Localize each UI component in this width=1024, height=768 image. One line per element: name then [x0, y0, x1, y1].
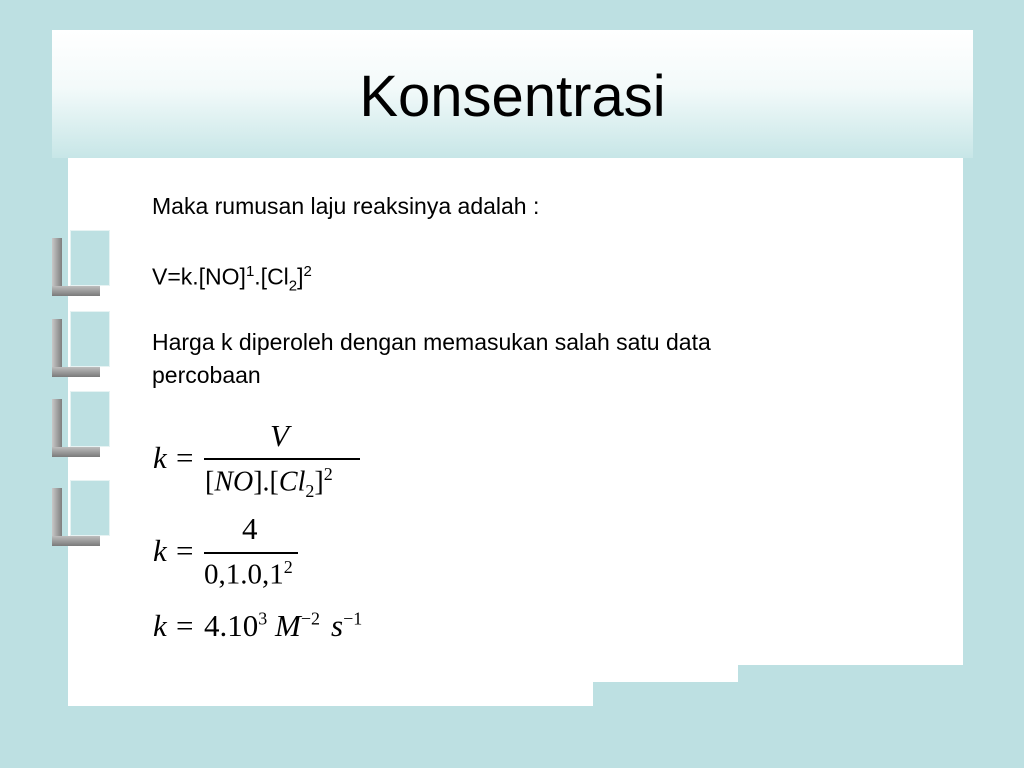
slide-title: Konsentrasi — [359, 64, 666, 129]
title-bar — [52, 30, 973, 158]
explanation-line-1: Harga k diperoleh dengan memasukan salah satu data — [152, 329, 711, 355]
rate-law: $V=k.[NO]^1.[Cl_2]^2$ — [152, 263, 312, 295]
intro-text: Maka rumusan laju reaksinya adalah : — [152, 193, 540, 219]
content-panel-step — [593, 665, 738, 682]
content-panel-right — [593, 158, 963, 665]
explanation-line-2: percobaan — [152, 362, 261, 388]
